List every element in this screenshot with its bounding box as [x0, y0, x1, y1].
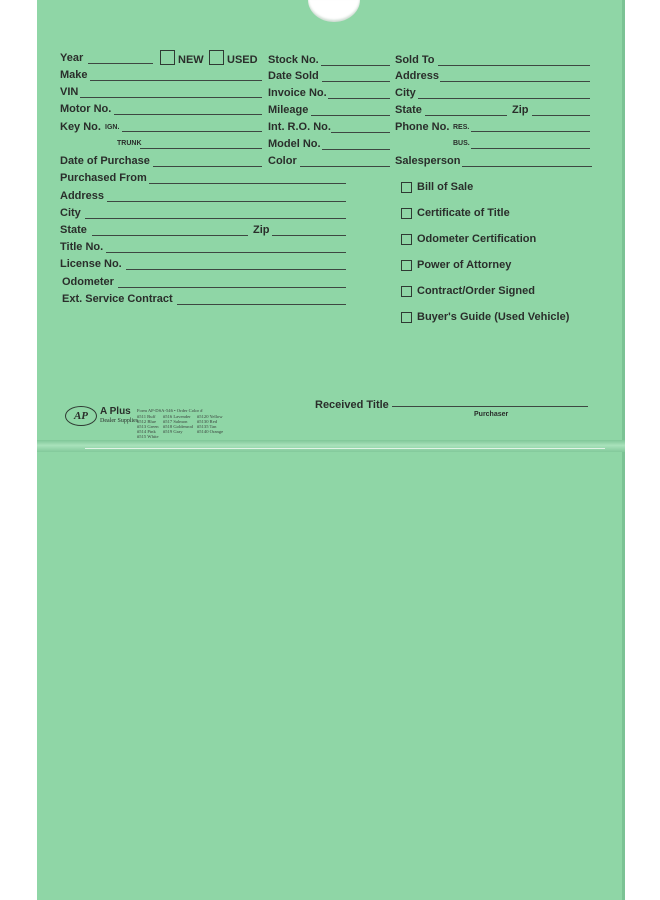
int-ro-no-line[interactable]	[331, 132, 390, 133]
title-no-label: Title No.	[60, 241, 104, 253]
purchased-from-line[interactable]	[149, 183, 346, 184]
brand-name: A Plus	[100, 406, 131, 417]
address-line[interactable]	[107, 201, 346, 202]
buyers-guide-checkbox[interactable]	[401, 312, 412, 323]
model-no-line[interactable]	[322, 149, 390, 150]
color-code: #5135 Tan	[197, 424, 217, 429]
color-code: #517 Salmon	[163, 419, 188, 424]
buyer-address-label: Address	[395, 70, 440, 82]
salesperson-line[interactable]	[462, 166, 592, 167]
certificate-of-title-checkbox[interactable]	[401, 208, 412, 219]
color-code: #5130 Red	[197, 419, 218, 424]
address-label: Address	[60, 190, 105, 202]
year-line[interactable]	[88, 63, 153, 64]
fold-crease	[85, 448, 605, 449]
license-no-line[interactable]	[126, 269, 346, 270]
vin-line[interactable]	[80, 97, 262, 98]
new-label: NEW	[178, 54, 204, 66]
purchaser-label: Purchaser	[474, 411, 509, 418]
year-label: Year	[60, 52, 84, 64]
odometer-line[interactable]	[118, 287, 346, 288]
bus-label: BUS.	[453, 140, 470, 147]
phone-no-label: Phone No.	[395, 121, 450, 133]
color-label: Color	[268, 155, 297, 167]
buyer-state-line[interactable]	[425, 115, 507, 116]
certificate-of-title-label: Certificate of Title	[417, 207, 510, 219]
color-code: #5120 Yellow	[197, 414, 223, 419]
invoice-no-label: Invoice No.	[268, 87, 327, 99]
ign-line[interactable]	[122, 131, 262, 132]
form-number: Form AP-DSA-546 • Order Color #	[137, 408, 203, 413]
received-title-line[interactable]	[392, 406, 588, 407]
state-line[interactable]	[92, 235, 248, 236]
purchased-from-label: Purchased From	[60, 172, 147, 184]
bill-of-sale-checkbox[interactable]	[401, 182, 412, 193]
stock-no-label: Stock No.	[268, 54, 319, 66]
used-checkbox[interactable]	[209, 50, 224, 65]
invoice-no-line[interactable]	[328, 98, 390, 99]
model-no-label: Model No.	[268, 138, 321, 150]
license-no-label: License No.	[60, 258, 122, 270]
color-code: #519 Gray	[163, 429, 183, 434]
color-line[interactable]	[300, 166, 390, 167]
key-no-label: Key No.	[60, 121, 101, 133]
make-label: Make	[60, 69, 88, 81]
res-label: RES.	[453, 124, 470, 131]
sold-to-label: Sold To	[395, 54, 435, 66]
mileage-label: Mileage	[268, 104, 309, 116]
sold-to-line[interactable]	[438, 65, 590, 66]
color-code: #516 Lavender	[163, 414, 191, 419]
mileage-line[interactable]	[311, 115, 390, 116]
trunk-label: TRUNK	[117, 140, 142, 147]
buyer-zip-label: Zip	[512, 104, 529, 116]
salesperson-label: Salesperson	[395, 155, 461, 167]
power-of-attorney-label: Power of Attorney	[417, 259, 512, 271]
date-of-purchase-line[interactable]	[153, 166, 262, 167]
buyer-zip-line[interactable]	[532, 115, 590, 116]
ext-service-contract-line[interactable]	[177, 304, 346, 305]
date-sold-line[interactable]	[322, 81, 390, 82]
color-code: #514 Pink	[137, 429, 156, 434]
vin-label: VIN	[60, 86, 79, 98]
color-code: #513 Green	[137, 424, 159, 429]
bus-phone-line[interactable]	[471, 148, 590, 149]
color-code: #512 Blue	[137, 419, 157, 424]
title-no-line[interactable]	[106, 252, 346, 253]
trunk-line[interactable]	[140, 148, 262, 149]
contract-order-signed-label: Contract/Order Signed	[417, 285, 535, 297]
bill-of-sale-label: Bill of Sale	[417, 181, 474, 193]
power-of-attorney-checkbox[interactable]	[401, 260, 412, 271]
buyer-city-line[interactable]	[418, 98, 590, 99]
contract-order-signed-checkbox[interactable]	[401, 286, 412, 297]
received-title-label: Received Title	[315, 399, 389, 411]
motor-no-label: Motor No.	[60, 103, 112, 115]
ign-label: IGN.	[105, 124, 120, 131]
date-sold-label: Date Sold	[268, 70, 319, 82]
envelope-fold	[37, 440, 625, 452]
buyer-state-label: State	[395, 104, 422, 116]
odometer-certification-label: Odometer Certification	[417, 233, 537, 245]
odometer-certification-checkbox[interactable]	[401, 234, 412, 245]
color-code: #511 Buff	[137, 414, 156, 419]
int-ro-no-label: Int. R.O. No.	[268, 121, 331, 133]
buyer-city-label: City	[395, 87, 416, 99]
color-code: #515 White	[137, 434, 159, 439]
ap-logo: AP	[65, 406, 97, 426]
buyer-address-line[interactable]	[440, 81, 590, 82]
date-of-purchase-label: Date of Purchase	[60, 155, 150, 167]
stock-no-line[interactable]	[321, 65, 390, 66]
zip-line[interactable]	[272, 235, 346, 236]
motor-no-line[interactable]	[114, 114, 262, 115]
used-label: USED	[227, 54, 258, 66]
make-line[interactable]	[90, 80, 262, 81]
brand-tagline: Dealer Supplies	[100, 418, 139, 424]
buyers-guide-label: Buyer's Guide (Used Vehicle)	[417, 311, 570, 323]
new-checkbox[interactable]	[160, 50, 175, 65]
odometer-label: Odometer	[62, 276, 114, 288]
ext-service-contract-label: Ext. Service Contract	[62, 293, 173, 305]
state-label: State	[60, 224, 87, 236]
zip-label: Zip	[253, 224, 270, 236]
res-phone-line[interactable]	[471, 131, 590, 132]
city-line[interactable]	[85, 218, 346, 219]
city-label: City	[60, 207, 81, 219]
color-code: #518 Goldenrod	[163, 424, 193, 429]
color-code: #5140 Orange	[197, 429, 224, 434]
